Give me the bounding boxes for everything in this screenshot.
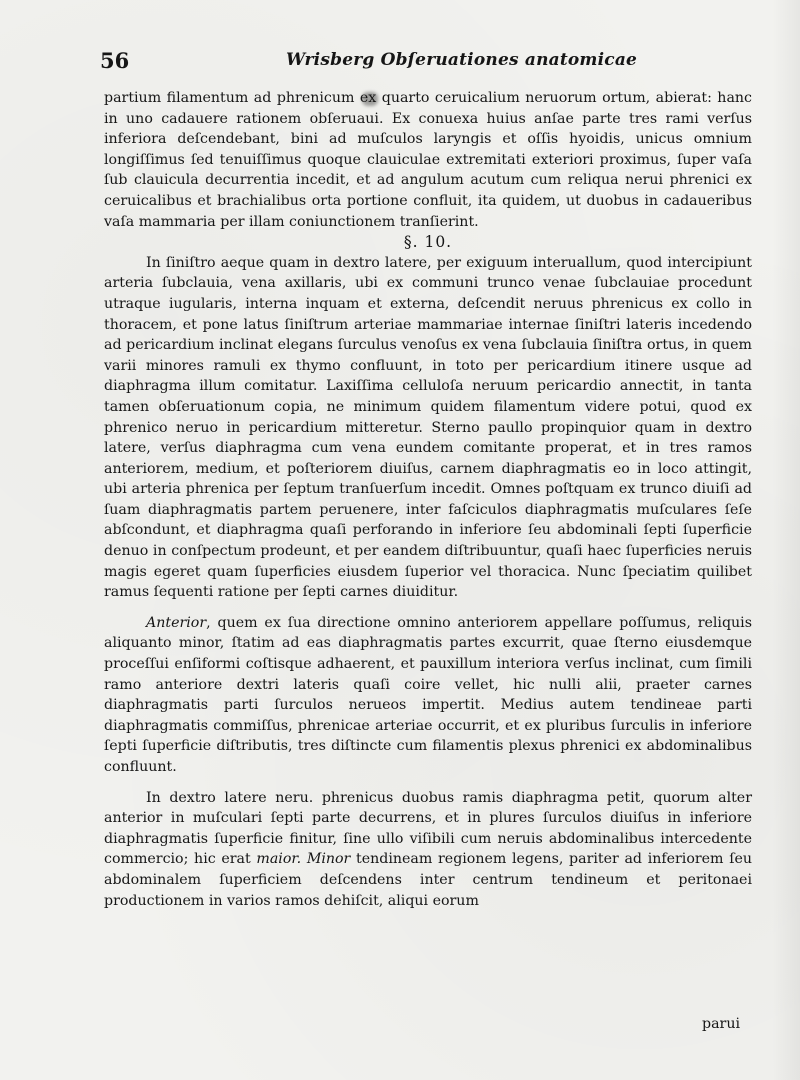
term-maior: maior. [256, 851, 302, 868]
paragraph-left-side: In ſiniſtro aeque quam in dextro latere, per exiguum interuallum, quod intercipiunt arteria ſubclauia, vena axillaris, ubi ex communi trunco venae ſubclauiae procedunt utraque iugularis, interna inquam et externa, deſcendit neruus phrenicus ex collo in thoracem, et pone latus ſiniſtrum arteriae mammariae internae ſiniſtri lateris incedendo ad pericardium inclinat elegans ſurculus venoſus ex vena ſubclauia ſiniſtra ortus, in quem varii minores ramuli ex thymo confluunt, in toto per pericardium itinere usque ad diaphragma illum comitatur. Laxiſſima celluloſa neruum pericardio annectit, in tanta tamen obſeruationum copia, ne minimum quidem filamentum videre potui, quod ex phrenico neruo in pericardium mitteretur. Sterno paullo propinquior quam in dextro latere, verſus diaphragma cum vena eundem comitante properat, et in tres ramos anteriorem, medium, et poſteriorem diuiſus, carnem diaphragmatis eo in loco attingit, ubi arteria phrenica per ſeptum tranſuerſum incedit. Omnes poſtquam ex trunco diuiſi ad ſuam diaphragmatis partem peruenere, inter faſciculos diaphragmatis muſculares ſeſe abſcondunt, et diaphragma quaſi perforando in inferiore ſeu abdominali ſepti ſuperficie denuo in conſpectum prodeunt, et per eandem diſtribuuntur, quaſi haec ſuperficies neruis magis egeret quam ſuperficies eiusdem ſuperior vel thoracica. Nunc ſpeciatim quilibet ramus ſequenti ratione per ſepti carnes diuiditur. [104, 254, 752, 601]
paragraph-right-side [104, 788, 752, 912]
term-minor: Minor [306, 851, 351, 868]
section-title: §. 10. [403, 233, 453, 252]
paragraph-anterior [104, 613, 752, 778]
body-text [104, 88, 752, 911]
page-number: 56 [100, 48, 130, 73]
paragraph-continuation: partium filamentum ad phrenicum ex quarto ceruicalium neruorum ortum, abierat: hanc in uno cadauere rationem obſeruaui. Ex conuexa huius anſae parte tres rami verſus inferiora deſcendebant, bini ad muſculos laryngis et oſſis hyoidis, unicus omnium longiſſimus ſed tenuiſſimus quoque clauiculae extremitati exteriori proximus, ſuper vaſa ſub clauicula decurrentia incedit, et ad angulum acutum cum reliqua nerui phrenici ex ceruicalibus et brachialibus orta portione confluit, ita quidem, ut duobus in cadaueribus vaſa mammaria per illam coniunctionem tranſierint. [104, 90, 752, 230]
paragraph-right-side-text-b: tendineam regionem legens, pariter ad inferiorem ſeu abdominalem ſuperficiem deſcendens inter centrum tendineum et peritonaei productionem in varios ramos dehiſcit, aliqui eorum [104, 851, 752, 909]
paragraph-anterior-text: , quem ex ſua directione omnino anteriorem appellare poſſumus, reliquis aliquanto minor, ſtatim ad eas diaphragmatis partes excurrit, quae ſterno eiusdemque proceſſui enſiformi coſtisque adhaerent, et pauxillum interiora verſus inclinat, cum ſimili ramo anteriore dextri lateris quaſi coire vellet, hic nulli alii, praeter carnes diaphragmatis parti ſurculos nerueos impertit. Medius autem tendineae parti diaphragmatis commiſſus, phrenicae arteriae occurrit, et ex pluribus ſurculis in inferiore ſepti ſuperficie diſtributis, tres diſtincte cum filamentis plexus phrenici ex abdominalibus confluunt. [104, 614, 752, 775]
paragraph-right-side-text-a: In dextro latere neru. phrenicus duobus ramis diaphragma petit, quorum alter anterior in muſculari ſepti parte decurrens, et in plures ſurculos diuiſus in inferiore diaphragmatis ſuperficie finitur, ſine ullo viſibili cum neruis abdominalibus intercedente commercio; hic erat [104, 789, 752, 868]
page-header [100, 48, 740, 78]
running-head: Wrisberg Obſeruationes anatomicae [286, 50, 638, 70]
catchword: parui [702, 1016, 740, 1032]
term-anterior: Anterior [146, 614, 207, 631]
